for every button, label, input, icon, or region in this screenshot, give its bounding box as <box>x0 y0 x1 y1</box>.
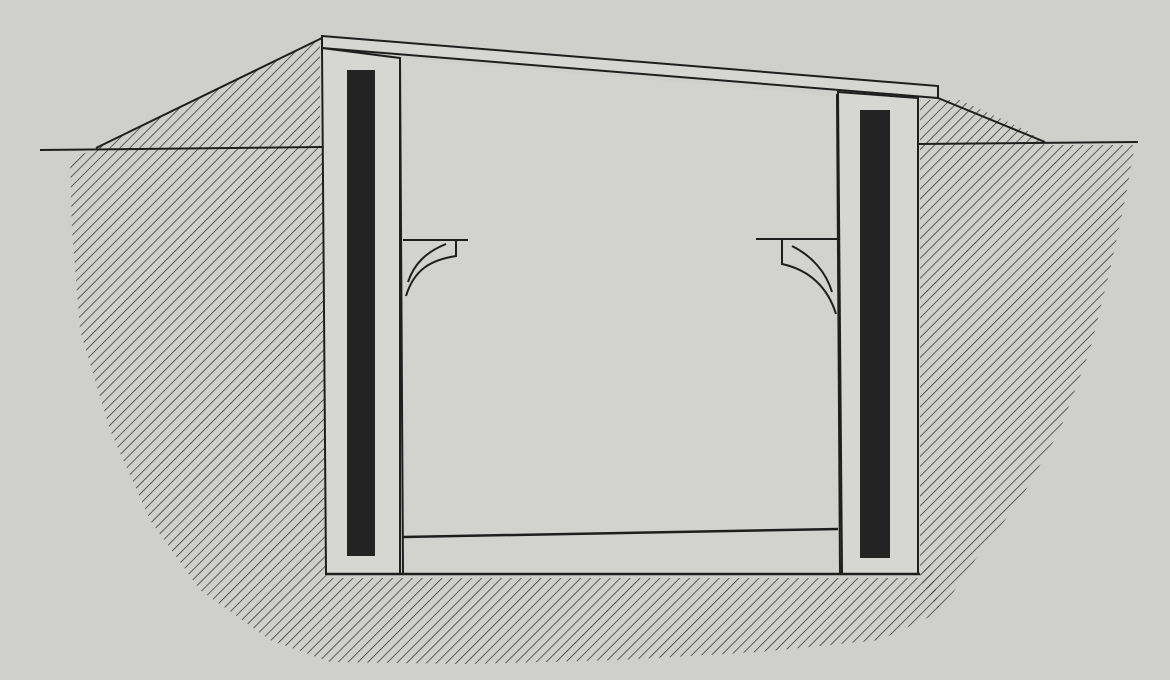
interior-chamber <box>400 58 838 574</box>
right-wall-insulation <box>860 110 890 558</box>
left-wall-insulation <box>347 70 375 556</box>
